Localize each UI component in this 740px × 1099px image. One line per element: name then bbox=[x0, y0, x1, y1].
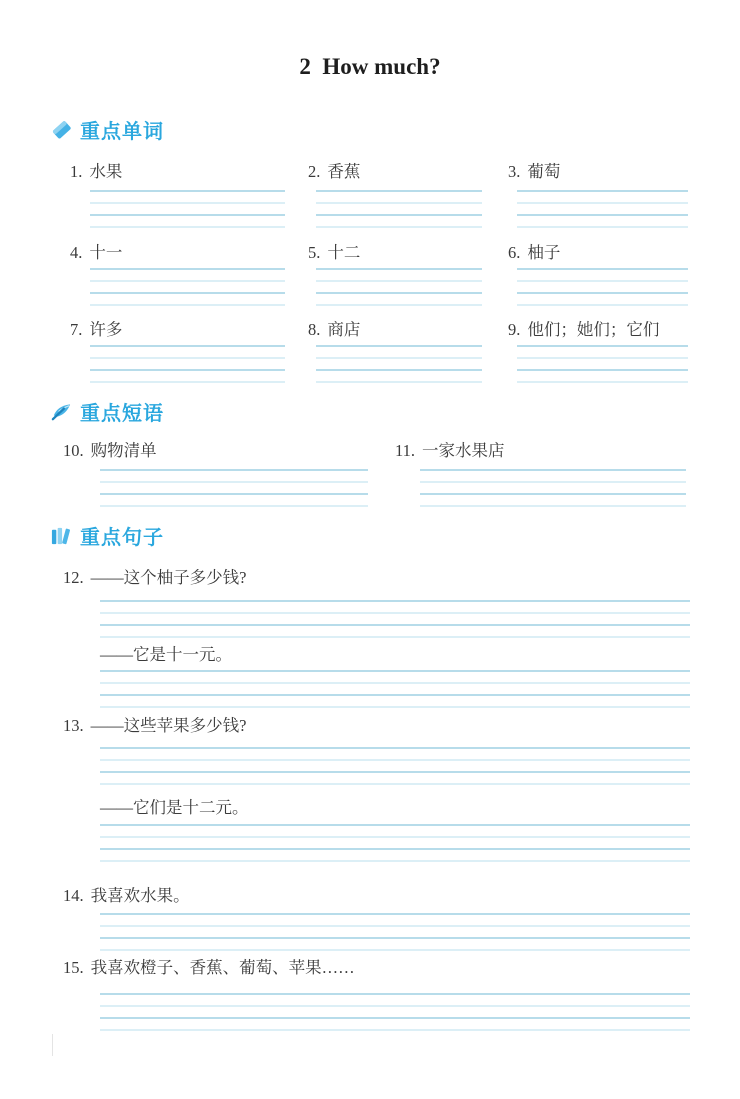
writing-line bbox=[517, 214, 688, 216]
writing-line bbox=[100, 848, 690, 850]
writing-line bbox=[100, 759, 690, 761]
writing-line bbox=[100, 747, 690, 749]
phrase-item-10 bbox=[63, 441, 157, 461]
item-number: 6. bbox=[508, 243, 521, 262]
item-text: 柚子 bbox=[527, 243, 561, 262]
writing-line bbox=[517, 280, 688, 282]
section-header-phrases bbox=[50, 398, 164, 424]
writing-line bbox=[316, 190, 482, 192]
writing-line bbox=[316, 304, 482, 306]
writing-line bbox=[100, 925, 690, 927]
writing-line bbox=[90, 190, 285, 192]
writing-line bbox=[90, 268, 285, 270]
item-number: 5. bbox=[308, 243, 321, 262]
writing-lines-sentence-14 bbox=[100, 913, 690, 951]
writing-lines-answer-13 bbox=[100, 824, 690, 862]
item-number: 11. bbox=[395, 441, 416, 460]
writing-line bbox=[517, 202, 688, 204]
writing-line bbox=[100, 670, 690, 672]
books-icon bbox=[50, 524, 73, 547]
word-item-8 bbox=[308, 320, 360, 340]
item-text: 我喜欢水果。 bbox=[90, 886, 190, 905]
writing-line bbox=[316, 214, 482, 216]
writing-line bbox=[90, 345, 285, 347]
writing-line bbox=[100, 860, 690, 862]
page-title: 2 How much? bbox=[299, 54, 441, 79]
section-header-sentences bbox=[50, 522, 164, 548]
writing-line bbox=[100, 636, 690, 638]
book-pen-icon bbox=[50, 400, 73, 423]
item-text: 葡萄 bbox=[527, 162, 561, 181]
sentence-answer-13 bbox=[100, 798, 249, 818]
item-text: 我喜欢橙子、香蕉、葡萄、苹果…… bbox=[90, 958, 355, 977]
item-text: 十二 bbox=[327, 243, 361, 262]
item-number: 7. bbox=[70, 320, 83, 339]
item-text: 十一 bbox=[89, 243, 123, 262]
writing-line bbox=[100, 469, 368, 471]
writing-lines-word-9 bbox=[517, 345, 688, 383]
writing-line bbox=[90, 280, 285, 282]
sentence-item-13 bbox=[63, 716, 246, 736]
writing-line bbox=[100, 682, 690, 684]
item-number: 9. bbox=[508, 320, 521, 339]
writing-lines-phrase-10 bbox=[100, 469, 368, 507]
writing-line bbox=[517, 190, 688, 192]
writing-line bbox=[100, 824, 690, 826]
writing-line bbox=[90, 357, 285, 359]
word-item-5 bbox=[308, 243, 360, 263]
writing-lines-word-3 bbox=[517, 190, 688, 228]
writing-line bbox=[316, 268, 482, 270]
sentence-answer-12 bbox=[100, 645, 232, 665]
writing-line bbox=[100, 612, 690, 614]
word-item-2 bbox=[308, 162, 360, 182]
writing-line bbox=[100, 481, 368, 483]
item-text: ——这些苹果多少钱? bbox=[90, 716, 247, 735]
writing-line bbox=[100, 493, 368, 495]
section-title-sentences: 重点句子 bbox=[80, 526, 164, 549]
writing-line bbox=[316, 226, 482, 228]
writing-line bbox=[90, 381, 285, 383]
writing-lines-word-7 bbox=[90, 345, 285, 383]
writing-line bbox=[100, 771, 690, 773]
scan-artifact-line bbox=[52, 1034, 53, 1056]
writing-line bbox=[517, 268, 688, 270]
item-text: 香蕉 bbox=[327, 162, 361, 181]
writing-line bbox=[517, 345, 688, 347]
writing-line bbox=[420, 481, 686, 483]
sentence-item-15 bbox=[63, 958, 355, 978]
writing-lines-word-5 bbox=[316, 268, 482, 306]
item-number: 3. bbox=[508, 162, 521, 181]
writing-line bbox=[316, 202, 482, 204]
writing-line bbox=[90, 226, 285, 228]
item-number: 14. bbox=[63, 886, 84, 905]
writing-line bbox=[90, 202, 285, 204]
word-item-1 bbox=[70, 162, 122, 182]
item-number: 13. bbox=[63, 716, 84, 735]
item-text: 一家水果店 bbox=[422, 441, 505, 460]
writing-line bbox=[90, 369, 285, 371]
writing-line bbox=[316, 381, 482, 383]
word-item-9 bbox=[508, 320, 659, 340]
writing-lines-word-8 bbox=[316, 345, 482, 383]
writing-line bbox=[517, 381, 688, 383]
writing-lines-answer-12 bbox=[100, 670, 690, 708]
item-number: 4. bbox=[70, 243, 83, 262]
writing-line bbox=[100, 1017, 690, 1019]
item-text: 他们；她们；它们 bbox=[527, 320, 660, 339]
item-text: 许多 bbox=[89, 320, 123, 339]
item-text: 水果 bbox=[89, 162, 123, 181]
writing-line bbox=[517, 226, 688, 228]
section-title-phrases: 重点短语 bbox=[80, 402, 164, 425]
word-item-4 bbox=[70, 243, 122, 263]
writing-line bbox=[517, 357, 688, 359]
item-text: ——这个柚子多少钱? bbox=[90, 568, 247, 587]
item-number: 8. bbox=[308, 320, 321, 339]
writing-line bbox=[100, 624, 690, 626]
writing-line bbox=[316, 280, 482, 282]
writing-lines-sentence-13 bbox=[100, 747, 690, 785]
writing-lines-word-6 bbox=[517, 268, 688, 306]
writing-line bbox=[100, 783, 690, 785]
writing-line bbox=[100, 993, 690, 995]
writing-line bbox=[90, 304, 285, 306]
word-item-7 bbox=[70, 320, 122, 340]
writing-line bbox=[316, 369, 482, 371]
item-text: ——它是十一元。 bbox=[100, 645, 232, 664]
writing-line bbox=[90, 214, 285, 216]
writing-line bbox=[100, 836, 690, 838]
writing-line bbox=[316, 357, 482, 359]
writing-line bbox=[90, 292, 285, 294]
item-number: 15. bbox=[63, 958, 84, 977]
item-number: 2. bbox=[308, 162, 321, 181]
writing-line bbox=[420, 493, 686, 495]
word-item-6 bbox=[508, 243, 560, 263]
writing-line bbox=[100, 600, 690, 602]
item-number: 10. bbox=[63, 441, 84, 460]
writing-lines-sentence-12 bbox=[100, 600, 690, 638]
sentence-item-12 bbox=[63, 568, 246, 588]
writing-lines-phrase-11 bbox=[420, 469, 686, 507]
sentence-item-14 bbox=[63, 886, 190, 906]
writing-line bbox=[100, 1005, 690, 1007]
writing-line bbox=[420, 469, 686, 471]
item-number: 1. bbox=[70, 162, 83, 181]
writing-line bbox=[517, 369, 688, 371]
item-text: 商店 bbox=[327, 320, 361, 339]
writing-line bbox=[517, 292, 688, 294]
writing-lines-word-4 bbox=[90, 268, 285, 306]
writing-line bbox=[316, 292, 482, 294]
writing-line bbox=[420, 505, 686, 507]
word-item-3 bbox=[508, 162, 560, 182]
writing-lines-word-2 bbox=[316, 190, 482, 228]
writing-line bbox=[316, 345, 482, 347]
writing-line bbox=[100, 706, 690, 708]
writing-line bbox=[100, 913, 690, 915]
writing-line bbox=[100, 1029, 690, 1031]
phrase-item-11 bbox=[395, 441, 505, 461]
writing-line bbox=[100, 949, 690, 951]
item-text: 购物清单 bbox=[90, 441, 157, 460]
writing-lines-word-1 bbox=[90, 190, 285, 228]
item-text: ——它们是十二元。 bbox=[100, 798, 249, 817]
writing-line bbox=[100, 937, 690, 939]
writing-lines-sentence-15 bbox=[100, 993, 690, 1031]
item-number: 12. bbox=[63, 568, 84, 587]
eraser-icon bbox=[50, 118, 73, 141]
writing-line bbox=[100, 694, 690, 696]
section-title-words: 重点单词 bbox=[80, 120, 164, 143]
writing-line bbox=[100, 505, 368, 507]
writing-line bbox=[517, 304, 688, 306]
section-header-words bbox=[50, 116, 164, 142]
